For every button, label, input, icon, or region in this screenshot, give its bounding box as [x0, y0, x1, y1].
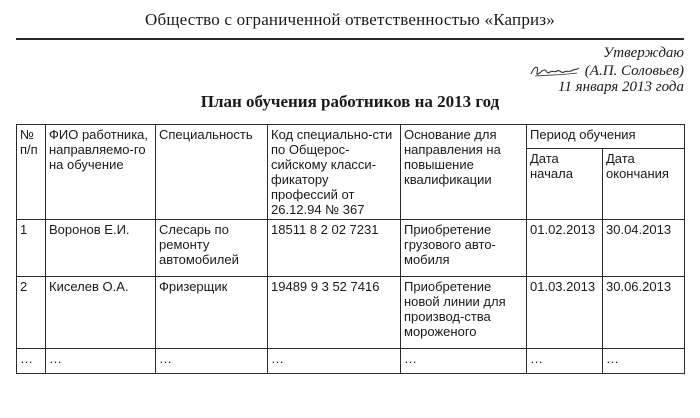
- cell-reason: Приобретение новой линии для производ-ства мороженого: [401, 277, 527, 349]
- table-row: [17, 349, 685, 374]
- table-row: [17, 220, 685, 277]
- signer-name: (А.П. Соловьев): [584, 63, 684, 79]
- document-title: План обучения работников на 2013 год: [200, 92, 500, 111]
- cell-name: …: [46, 349, 156, 374]
- cell-name: Воронов Е.И.: [46, 220, 156, 277]
- cell-code: 18511 8 2 02 7231: [268, 220, 401, 277]
- cell-start: 01.02.2013: [527, 220, 603, 277]
- cell-start: …: [527, 349, 603, 374]
- cell-specialty: Слесарь по ремонту автомобилей: [156, 220, 268, 277]
- approval-date: 11 января 2013 года: [558, 79, 684, 95]
- table-header-row: [17, 125, 685, 149]
- approved-label: Утверждаю: [603, 45, 684, 61]
- cell-end: …: [603, 349, 685, 374]
- cell-num: 2: [17, 277, 46, 349]
- col-header-name: ФИО работника, направляемо-го на обучение: [46, 125, 156, 220]
- cell-code: 19489 9 3 52 7416: [268, 277, 401, 349]
- cell-reason: Приобретение грузового авто-мобиля: [401, 220, 527, 277]
- col-header-end: Дата окончания: [603, 149, 685, 220]
- col-header-specialty: Специальность: [156, 125, 268, 220]
- header-divider: [16, 38, 684, 40]
- cell-code: …: [268, 349, 401, 374]
- col-header-reason: Основание для направления на повышение квалификации: [401, 125, 527, 220]
- cell-name: Киселев О.А.: [46, 277, 156, 349]
- approval-block: [529, 45, 684, 95]
- cell-reason: …: [401, 349, 527, 374]
- col-header-start: Дата начала: [527, 149, 603, 220]
- table-row: [17, 277, 685, 349]
- col-header-period: Период обучения: [527, 125, 685, 149]
- cell-num: 1: [17, 220, 46, 277]
- cell-specialty: Фризерщик: [156, 277, 268, 349]
- cell-num: …: [17, 349, 46, 374]
- signature-icon: [529, 61, 581, 79]
- cell-end: 30.06.2013: [603, 277, 685, 349]
- col-header-num: № п/п: [17, 125, 46, 220]
- cell-start: 01.03.2013: [527, 277, 603, 349]
- cell-end: 30.04.2013: [603, 220, 685, 277]
- col-header-code: Код специально-сти по Общерос-сийскому класси-фикатору профессий от 26.12.94 № 367: [268, 125, 401, 220]
- organization-name: Общество с ограниченной ответственностью «Каприз»: [145, 10, 555, 29]
- cell-specialty: …: [156, 349, 268, 374]
- training-plan-table: [16, 124, 685, 374]
- signature-line: [529, 61, 684, 79]
